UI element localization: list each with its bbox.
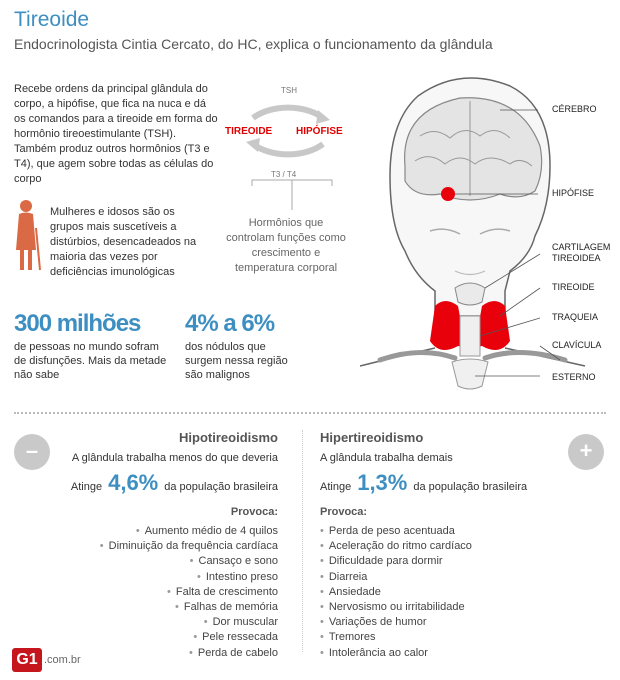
hipo-effects-list [40, 524, 278, 661]
cycle-arrow-top [253, 108, 323, 118]
intro-text: Recebe ordens da principal glândula do corpo, a hipófise, que fica na nuca e dá os comandos para a tireoide em forma do hormônio tireoestimulante (TSH). Também produz outros hormônios (T3 e T4), que agem sobre todas as células do corpo [14, 83, 218, 185]
list-item: • Intolerância ao calor [320, 646, 560, 661]
label-cartilagem: CARTILAGEM TIREOIDEA [552, 242, 611, 263]
risk-groups-text: Mulheres e idosos são os grupos mais suscetíveis a distúrbios, desencadeados na maioria das vezes por deficiências imunológicas [50, 206, 197, 278]
label-clavicula: CLAVÍCULA [552, 340, 602, 350]
hormones-note: Hormônios que controlam funções como crescimento e temperatura corporal [226, 217, 346, 274]
head-neck-illustration [360, 66, 610, 406]
hipo-percent: 4,6% [108, 470, 159, 495]
elderly-woman-icon [12, 198, 42, 272]
hiper-section [320, 430, 560, 661]
hipo-atinge-label: Atinge [70, 481, 103, 493]
label-t3-t4: T3 / T4 [271, 170, 297, 179]
list-item: • Variações de humor [320, 615, 560, 630]
column-separator [302, 430, 303, 652]
stat-people [14, 310, 174, 382]
sternum-shape [452, 359, 488, 389]
hiper-atinge [320, 470, 560, 496]
hipo-atinge [40, 470, 278, 496]
label-cerebro: CÉREBRO [552, 104, 597, 114]
section-divider [14, 412, 606, 414]
t3t4-bracket [250, 178, 334, 212]
stat-nodules [185, 310, 305, 382]
stat-people-text: de pessoas no mundo sofram de disfunções. Mais da metade não sabe [14, 341, 167, 381]
list-item: • Ansiedade [320, 585, 560, 600]
label-cycle-tireoide: TIREOIDE [225, 126, 273, 137]
list-item: • Diarreia [320, 570, 560, 585]
cycle-arrowhead-bottom [246, 138, 260, 152]
list-item: • Cansaço e sono [40, 554, 278, 569]
plus-button[interactable]: + [568, 434, 604, 470]
list-item: • Falta de crescimento [40, 585, 278, 600]
list-item: • Perda de cabelo [40, 646, 278, 661]
list-item: • Perda de peso acentuada [320, 524, 560, 539]
minus-button[interactable]: – [14, 434, 50, 470]
list-item: • Aumento médio de 4 quilos [40, 524, 278, 539]
hipo-title: Hipotireoidismo [179, 430, 278, 445]
hipo-provoca: Provoca: [230, 506, 278, 518]
list-item: • Pele ressecada [40, 630, 278, 645]
hiper-title: Hipertireoidismo [320, 430, 424, 445]
list-item: • Dor muscular [40, 615, 278, 630]
label-traqueia: TRAQUEIA [552, 312, 599, 322]
list-item: • Dificuldade para dormir [320, 554, 560, 569]
hipofise-dot [441, 187, 455, 201]
list-item: • Tremores [320, 630, 560, 645]
stat-people-value: 300 milhões [14, 310, 141, 337]
label-hipofise: HIPÓFISE [552, 188, 595, 198]
label-tsh: TSH [281, 86, 297, 95]
cycle-arrow-bottom [253, 144, 323, 154]
g1-logo-domain: .com.br [44, 654, 81, 666]
hiper-population: da população brasileira [413, 481, 528, 493]
trachea-shape [460, 316, 480, 356]
list-item: • Nervosismo ou irritabilidade [320, 600, 560, 615]
list-item: • Intestino preso [40, 570, 278, 585]
hipo-section [40, 430, 278, 661]
label-cycle-hipofise: HIPÓFISE [296, 126, 343, 137]
hiper-percent: 1,3% [357, 470, 408, 495]
g1-logo-mark: G1 [12, 648, 42, 672]
list-item: • Diminuição da frequência cardíaca [40, 539, 278, 554]
hiper-desc: A glândula trabalha demais [320, 452, 453, 464]
page-title: Tireoide [14, 8, 90, 31]
cycle-arrowhead-top [316, 110, 330, 124]
list-item: • Falhas de memória [40, 600, 278, 615]
hipo-desc: A glândula trabalha menos do que deveria [71, 452, 278, 464]
stat-nodules-value: 4% a 6% [185, 310, 275, 337]
stat-nodules-text: dos nódulos que surgem nessa região são malignos [185, 341, 288, 381]
hiper-effects-list [320, 524, 560, 661]
hipo-population: da população brasileira [164, 481, 278, 493]
hiper-provoca: Provoca: [320, 506, 368, 518]
page-subtitle: Endocrinologista Cintia Cercato, do HC, explica o funcionamento da glândula [14, 36, 493, 52]
hiper-atinge-label: Atinge [320, 481, 352, 493]
list-item: • Aceleração do ritmo cardíaco [320, 539, 560, 554]
label-esterno: ESTERNO [552, 372, 596, 382]
g1-logo[interactable] [12, 648, 81, 672]
label-tireoide: TIREOIDE [552, 282, 595, 292]
cartilage-shape [455, 283, 485, 305]
